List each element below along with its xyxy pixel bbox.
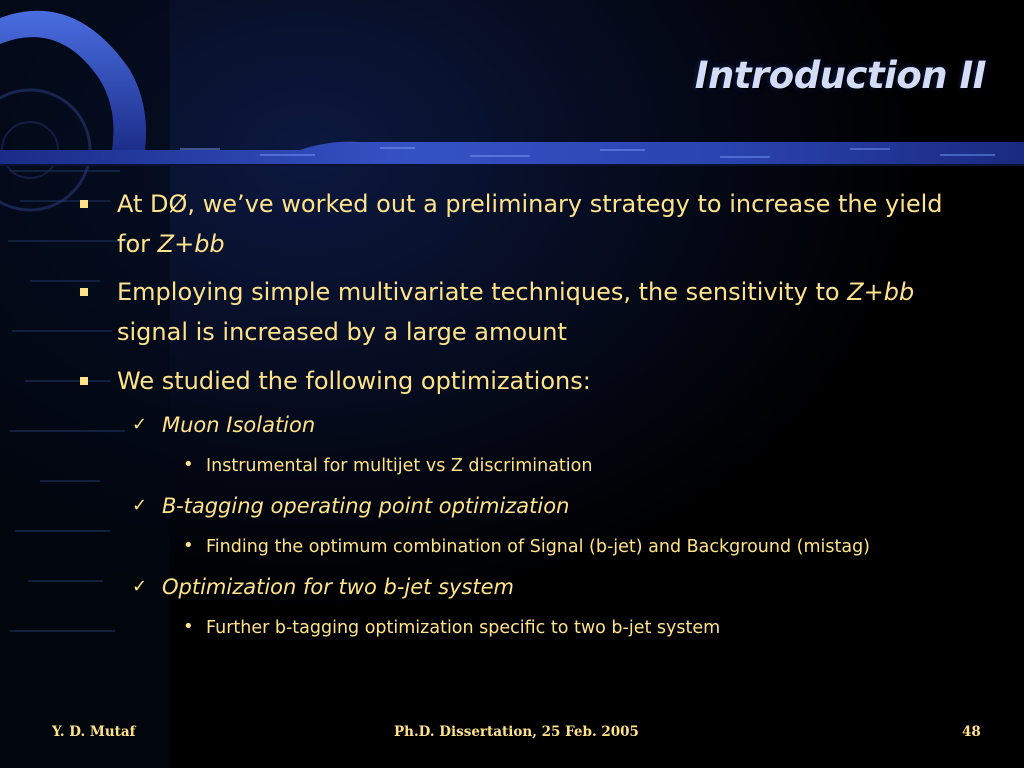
bullet-2-line-1 bbox=[117, 278, 914, 306]
bullet-2-line-1-text: Employing simple multivariate techniques, the sensitivity to bbox=[117, 278, 848, 306]
footer-page-number: 48 bbox=[962, 724, 981, 740]
round-bullet-icon: • bbox=[183, 535, 194, 556]
round-bullet-icon: • bbox=[183, 616, 194, 637]
footer-event: Ph.D. Dissertation, 25 Feb. 2005 bbox=[394, 724, 639, 740]
square-bullet-icon bbox=[80, 288, 88, 296]
sub-item-1-heading: Muon Isolation bbox=[162, 413, 316, 437]
bullet-1-line-2-italic: Z+bb bbox=[157, 230, 225, 258]
checkmark-icon: ✓ bbox=[132, 576, 148, 597]
square-bullet-icon bbox=[80, 377, 88, 385]
round-bullet-icon: • bbox=[183, 454, 194, 475]
sub-item-3-heading: Optimization for two b-jet system bbox=[162, 575, 514, 599]
bullet-1-line-2-text: for bbox=[117, 230, 158, 258]
sub-item-2-heading: B-tagging operating point optimization bbox=[162, 494, 570, 518]
slide-title: Introduction II bbox=[694, 54, 986, 97]
footer-author: Y. D. Mutaf bbox=[52, 724, 136, 740]
sub-item-3-detail: Further b-tagging optimization specific to two b-jet system bbox=[206, 618, 721, 638]
bullet-1-line-1: At DØ, we’ve worked out a preliminary strategy to increase the yield bbox=[117, 190, 943, 218]
sub-item-2-detail: Finding the optimum combination of Signal (b-jet) and Background (mistag) bbox=[206, 537, 871, 557]
bullet-1-line-2 bbox=[117, 230, 225, 258]
bullet-2-line-2: signal is increased by a large amount bbox=[117, 318, 567, 346]
checkmark-icon: ✓ bbox=[132, 495, 148, 516]
bullet-2-line-1-italic: Z+bb bbox=[847, 278, 915, 306]
sub-item-1-detail: Instrumental for multijet vs Z discrimination bbox=[206, 456, 593, 476]
square-bullet-icon bbox=[80, 200, 88, 208]
checkmark-icon: ✓ bbox=[132, 414, 148, 435]
bullet-3-line-1: We studied the following optimizations: bbox=[117, 367, 591, 395]
